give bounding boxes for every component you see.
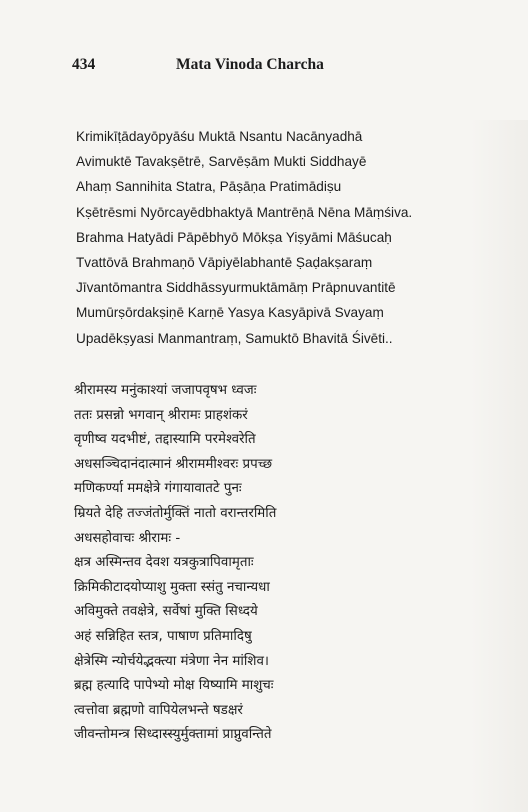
sanskrit-line: क्रिमिकीटादयोप्याशु मुक्ता स्संतु नचान्यधा (74, 579, 270, 595)
verse-line: Mumūrṣōrdakṣiṇē Karṇē Yasya Kasyāpivā Svayaṃ (76, 305, 384, 321)
verse-line: Upadēkṣyasi Manmantraṃ, Samuktō Bhavitā Śivēti.. (76, 330, 393, 346)
sanskrit-line: अधसञ्चिदानंदात्मानं श्रीराममीश्वरः प्रपच्छ (74, 456, 273, 472)
sanskrit-line: अधसहोवाचः श्रीरामः - (74, 530, 181, 546)
sanskrit-line: क्षेत्रेस्मि न्योर्चयेद्भक्त्या मंत्रेणा नेन मांशिव। (74, 653, 269, 669)
verse-line: Kṣētrēsmi Nyōrcayēdbhaktyā Mantrēṇā Nēna Māṃśiva. (76, 204, 413, 220)
verse-line: Jīvantōmantra Siddhāssyurmuktāmāṃ Prāpnuvantitē (76, 280, 396, 296)
verse-line: Krimikīṭādayōpyāśu Muktā Nsantu Nacānyadhā (76, 129, 363, 144)
page-header (72, 56, 492, 76)
sanskrit-line: मणिकर्ण्या ममक्षेत्रे गंगायावातटे पुनः (74, 481, 242, 497)
sanskrit-line: ततः प्रसन्नो भगवान् श्रीरामः प्राहशंकरं (74, 407, 248, 423)
page-number: 434 (72, 56, 96, 73)
sanskrit-line: वृणीष्व यदभीष्टं, तद्दास्यामि परमेश्वरेति (74, 432, 256, 448)
sanskrit-line: क्षत्र अस्मिन्तव देवश यत्रकुत्रापिवामृताः (74, 555, 254, 571)
running-title: Mata Vinoda Charcha (176, 56, 324, 73)
transliterated-verses (76, 124, 496, 351)
sanskrit-line: म्रियते देहि तज्जंतोर्मुक्तिं नातो वरान्तरमिति (74, 505, 277, 521)
sanskrit-verses (74, 379, 494, 748)
verse-line: Brahma Hatyādi Pāpēbhyō Mōkṣa Yiṣyāmi Māśucaḥ (76, 229, 392, 245)
sanskrit-line: श्रीरामस्य मनुंकाश्यां जजापवृषभ ध्वजः (74, 383, 257, 398)
sanskrit-line: त्वत्तोवा ब्रह्मणो वापियेलभन्ते षडक्षरं (74, 702, 243, 718)
sanskrit-line: जीवन्तोमन्त्र सिध्दास्स्युर्मुक्तामां प्राप्नुवन्तिते (74, 727, 272, 743)
sanskrit-line: अहं सन्निहित स्तत्र, पाषाण प्रतिमादिषु (74, 628, 252, 644)
verse-line: Ahaṃ Sannihita Statra, Pāṣāṇa Pratimādiṣu (76, 179, 342, 195)
sanskrit-line: अविमुक्ते तवक्षेत्रे, सर्वेषां मुक्ति सिध्दये (74, 604, 258, 620)
verse-line: Avimuktē Tavakṣētrē, Sarvēṣām Mukti Siddhayē (76, 154, 367, 170)
sanskrit-line: ब्रह्म हत्यादि पापेभ्यो मोक्ष यिष्यामि माशुचः (74, 678, 274, 694)
verse-line: Tvattōvā Brahmaṇō Vāpiyēlabhantē Ṣaḍakṣaraṃ (76, 254, 373, 270)
